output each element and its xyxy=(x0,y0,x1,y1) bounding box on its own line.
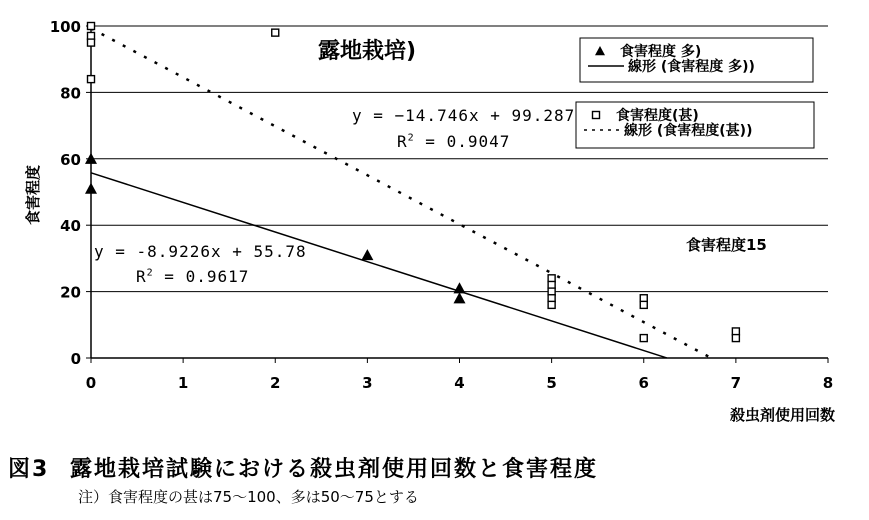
x-tick-2: 2 xyxy=(270,374,281,392)
x-tick-labels xyxy=(86,374,833,392)
figure-label: 図3 xyxy=(8,457,50,482)
point-s1-9 xyxy=(548,301,555,308)
x-tick-4: 4 xyxy=(454,374,465,392)
chart-title: 露地栽培) xyxy=(318,39,417,64)
point-s1-12 xyxy=(640,335,647,342)
point-s1-14 xyxy=(732,335,739,342)
x-tick-6: 6 xyxy=(638,374,649,392)
point-s1-0 xyxy=(88,23,95,30)
x-tick-5: 5 xyxy=(546,374,557,392)
x-tick-0: 0 xyxy=(85,374,97,392)
legend-box-many xyxy=(580,38,813,82)
legend-trend-label-0: 線形 (食害程度 多)) xyxy=(628,59,755,75)
point-s0-2 xyxy=(361,249,373,260)
point-s1-4 xyxy=(272,29,279,36)
r2-severe: $R^2 = 0.9047$ xyxy=(397,132,511,151)
threshold-annotation: 食害程度15 xyxy=(686,236,767,254)
legend-trend-label-1: 線形 (食害程度(甚)) xyxy=(624,123,753,139)
y-axis-label: 食害程度 xyxy=(24,164,42,226)
x-tick-1: 1 xyxy=(177,374,189,392)
x-tick-3: 3 xyxy=(362,374,373,392)
point-s1-2 xyxy=(88,39,95,46)
y-tick-labels xyxy=(50,18,81,368)
y-tick-60: 60 xyxy=(60,150,81,169)
legend-label-1: 食害程度(甚) xyxy=(616,108,699,124)
figure-title: 露地栽培試験における殺虫剤使用回数と食害程度 xyxy=(70,457,599,482)
point-s1-3 xyxy=(88,76,95,83)
figure-note: 注）食害程度の甚は75～100、多は50～75とする xyxy=(78,488,419,506)
y-tick-40: 40 xyxy=(60,217,81,236)
equation-severe: y = −14.746x + 99.287 xyxy=(352,106,576,125)
figure-caption xyxy=(8,452,598,483)
point-s0-4 xyxy=(454,292,466,303)
y-tick-80: 80 xyxy=(60,84,81,103)
x-axis-label: 殺虫剤使用回数 xyxy=(729,406,835,424)
legend-marker-1 xyxy=(593,112,600,119)
y-tick-100: 100 xyxy=(49,18,81,36)
trendline-0 xyxy=(91,173,667,358)
equation-many: y = -8.9226x + 55.78 xyxy=(94,242,307,261)
y-tick-0: 0 xyxy=(70,350,81,368)
legend-box-severe xyxy=(576,102,814,148)
point-s0-1 xyxy=(85,183,97,194)
x-tick-7: 7 xyxy=(730,374,742,392)
legend-label-0: 食害程度 多) xyxy=(620,44,702,60)
r2-many: $R^2 = 0.9617$ xyxy=(136,267,250,286)
point-s0-3 xyxy=(454,282,466,293)
point-s1-11 xyxy=(640,301,647,308)
y-tick-20: 20 xyxy=(60,283,81,302)
x-tick-8: 8 xyxy=(822,374,834,392)
